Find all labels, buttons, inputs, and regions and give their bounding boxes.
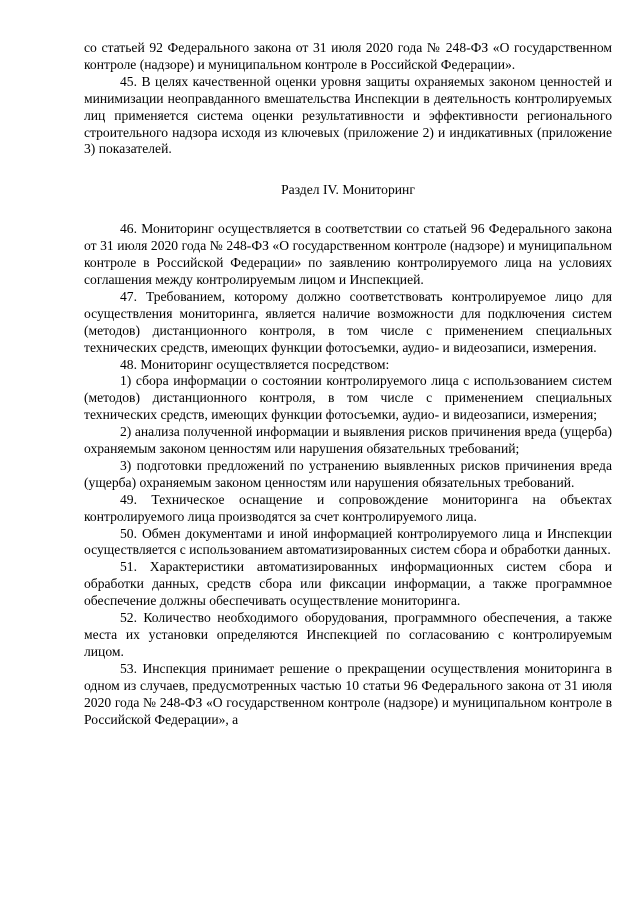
document-body-main: [84, 221, 612, 728]
paragraph-p48-3: 3) подготовки предложений по устранению выявленных рисков причинения вреда (ущерба) охраняемым законом ценностям или нарушения обязательных требований.: [84, 457, 612, 490]
paragraph-p48-2: 2) анализа полученной информации и выявления рисков причинения вреда (ущерба) охраняемым законом ценностям или нарушения обязательных требований;: [84, 424, 612, 457]
document-body-top: [84, 40, 612, 158]
paragraph-p46: 46. Мониторинг осуществляется в соответствии со статьей 96 Федерального закона от 31 июля 2020 года № 248-ФЗ «О государственном контроле (надзоре) и муниципальном контроле в Российской Федерации» по заявлению контролируемого лица на условиях соглашения между контролируемым лицом и Инспекцией.: [84, 221, 612, 287]
paragraph-p47: 47. Требованием, которому должно соответствовать контролируемое лицо для осуществления мониторинга, является наличие возможности для подключения систем (методов) дистанционного контроля, в том числе с применением специальных технических средств, имеющих функции фотосъемки, аудио- и видеозаписи, измерения.: [84, 288, 612, 355]
paragraph-p45: 45. В целях качественной оценки уровня защиты охраняемых законом ценностей и минимизации неоправданного вмешательства Инспекции в деятельность контролируемых лиц применяется система оценки результативности и эффективности регионального строительного надзора исходя из ключевых (приложение 2) и индикативных (приложение 3) показателей.: [84, 73, 612, 157]
paragraph-p50: 50. Обмен документами и иной информацией контролируемого лица и Инспекции осуществляется с использованием автоматизированных систем сбора и обработки данных.: [84, 525, 612, 558]
paragraph-p44-cont: со статьей 92 Федерального закона от 31 июля 2020 года № 248-ФЗ «О государственном контроле (надзоре) и муниципальном контроле в Российской Федерации».: [84, 40, 612, 72]
paragraph-p48-1: 1) сбора информации о состоянии контролируемого лица с использованием систем (методов) дистанционного контроля, в том числе с применением специальных технических средств, имеющих функции фотосъемки, аудио- и видеозаписи, измерения;: [84, 373, 612, 423]
paragraph-p48: 48. Мониторинг осуществляется посредством:: [120, 356, 390, 372]
paragraph-p53: 53. Инспекция принимает решение о прекращении осуществления мониторинга в одном из случаев, предусмотренных частью 10 статьи 96 Федерального закона от 31 июля 2020 года № 248-ФЗ «О государственном контроле (надзоре) и муниципальном контроле в Российской Федерации», а: [84, 660, 612, 727]
paragraph-p49: 49. Техническое оснащение и сопровождение мониторинга на объектах контролируемого лица производятся за счет контролируемого лица.: [84, 491, 612, 524]
paragraph-p51: 51. Характеристики автоматизированных информационных систем сбора и обработки данных, средств сбора или фиксации информации, а также программное обеспечение должны обеспечивать осуществление мониторинга.: [84, 559, 612, 609]
paragraph-p52: 52. Количество необходимого оборудования, программного обеспечения, а также места их установки определяются Инспекцией по согласованию с контролируемым лицом.: [84, 610, 612, 659]
section-heading: Раздел IV. Мониторинг: [281, 182, 415, 198]
